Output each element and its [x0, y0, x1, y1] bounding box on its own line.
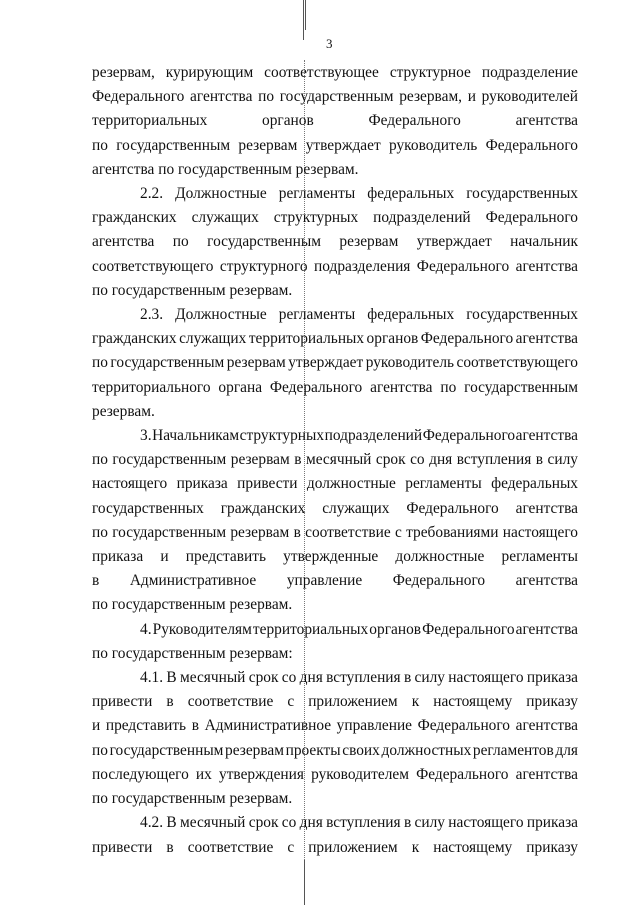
text-line: 4. Руководителям территориальных органов Федерального агентства: [140, 620, 578, 638]
text-line: настоящего приказа привести должностные регламенты федеральных: [92, 475, 578, 493]
text-line: агентства по государственным резервам.: [92, 160, 359, 178]
paragraph-1: [92, 61, 578, 182]
text-line: 2.2. Должностные регламенты федеральных государственных: [140, 185, 578, 203]
text-line: по государственным резервам утверждает руководитель Федерального: [92, 136, 578, 154]
text-line: гражданских служащих структурных подразделений Федерального: [92, 209, 578, 227]
text-line: резервам, курирующим соответствующее структурное подразделение: [92, 64, 578, 81]
text-line: 4.2. В месячный срок со дня вступления в силу настоящего приказа: [140, 814, 578, 832]
text-line: по государственным резервам:: [92, 644, 293, 662]
text-line: по государственным резервам в месячный срок со дня вступления в силу: [92, 451, 578, 469]
text-line: 3. Начальникам структурных подразделений Федерального агентства: [140, 427, 578, 445]
text-line: и представить в Административное управление Федерального агентства: [92, 717, 578, 735]
text-line: Федерального агентства по государственным резервам, и руководителей: [92, 88, 578, 106]
text-line: приказа и представить утвержденные должностные регламенты: [92, 548, 578, 566]
page-number: 3: [326, 36, 333, 51]
text-line: резервам.: [92, 402, 155, 420]
text-line: в Административное управление Федерального агентства: [92, 572, 578, 590]
text-line: государственных гражданских служащих Федерального агентства: [92, 499, 578, 517]
paragraph-4-1: [92, 666, 578, 811]
text-line: по государственным резервам утверждает руководитель соответствующего: [92, 354, 578, 372]
text-line: по государственным резервам в соответствие с требованиями настоящего: [92, 523, 578, 541]
text-line: соответствующего структурного подразделения Федерального агентства: [92, 257, 578, 275]
text-line: по государственным резервам.: [92, 281, 293, 299]
text-line: последующего их утверждения руководителем Федерального агентства: [92, 765, 578, 783]
text-line: агентства по государственным резервам утверждает начальник: [92, 233, 578, 251]
paragraph-2-3: [92, 303, 578, 424]
text-line: по государственным резервам проекты своих должностных регламентов для: [92, 741, 578, 759]
paragraph-2-2: [92, 182, 578, 303]
document-body: [92, 61, 578, 860]
text-line: привести в соответствие с приложением к настоящему приказу: [92, 838, 578, 856]
text-line: по государственным резервам.: [92, 790, 293, 808]
paragraph-4: [92, 618, 578, 666]
text-line: гражданских служащих территориальных органов Федерального агентства: [92, 330, 578, 348]
text-line: территориального органа Федерального агентства по государственным: [92, 378, 578, 396]
text-line: 2.3. Должностные регламенты федеральных государственных: [140, 306, 578, 324]
scan-artifact-line: [303, 0, 304, 40]
scan-artifact-line: [304, 860, 305, 905]
text-line: территориальных органов Федерального агентства: [92, 112, 578, 130]
scan-artifact-line: [305, 0, 306, 30]
text-line: 4.1. В месячный срок со дня вступления в силу настоящего приказа: [140, 669, 578, 687]
paragraph-4-2: [92, 811, 578, 859]
text-line: привести в соответствие с приложением к настоящему приказу: [92, 693, 578, 711]
paragraph-3: [92, 424, 578, 618]
text-line: по государственным резервам.: [92, 596, 293, 614]
